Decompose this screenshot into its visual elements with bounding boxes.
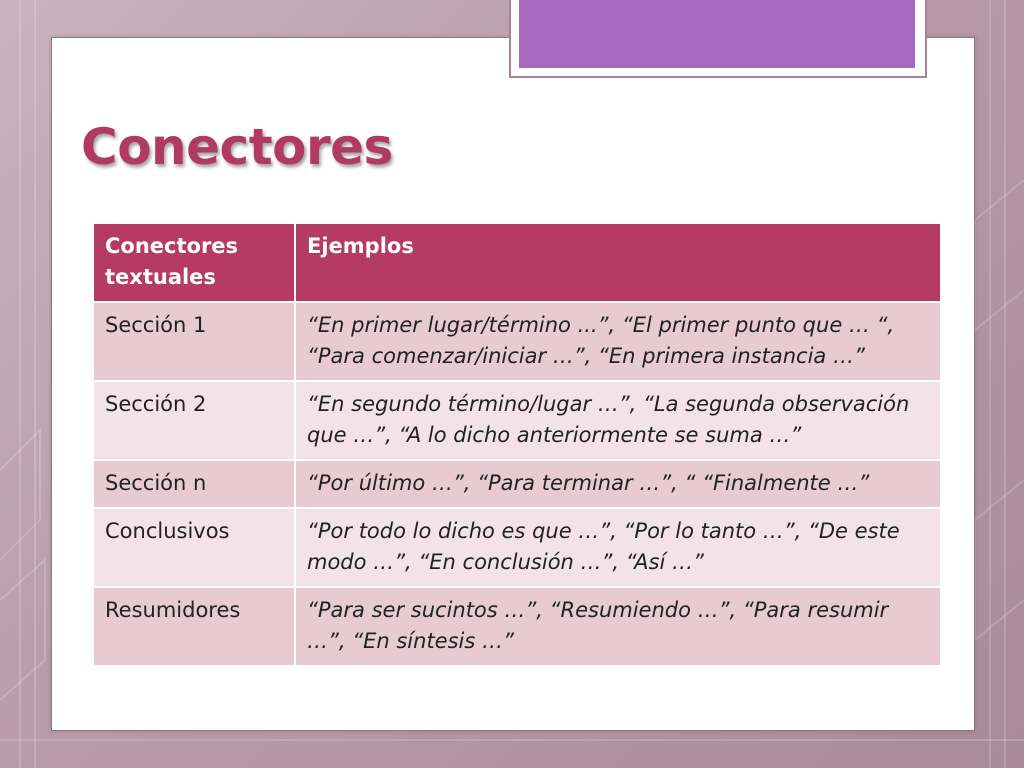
table-header-row xyxy=(93,223,941,302)
column-header-connectors: Conectores textuales xyxy=(93,223,295,302)
table-row xyxy=(93,302,941,381)
accent-box xyxy=(519,0,915,68)
column-header-examples: Ejemplos xyxy=(295,223,941,302)
examples-cell: “En segundo término/lugar …”, “La segunda observación que …”, “A lo dicho anteriormente se suma …” xyxy=(295,381,941,460)
connector-cell: Resumidores xyxy=(93,587,295,666)
examples-cell: “En primer lugar/término ...”, “El primer punto que … “, “Para comenzar/iniciar …”, “En primera instancia …” xyxy=(295,302,941,381)
examples-cell: “Por todo lo dicho es que …”, “Por lo tanto …”, “De este modo …”, “En conclusión …”, “Así …” xyxy=(295,508,941,587)
connector-cell: Sección 2 xyxy=(93,381,295,460)
connector-cell: Sección n xyxy=(93,460,295,508)
connector-cell: Sección 1 xyxy=(93,302,295,381)
table-row xyxy=(93,381,941,460)
slide-title: Conectores xyxy=(81,118,393,176)
connector-cell: Conclusivos xyxy=(93,508,295,587)
connectors-table xyxy=(92,222,942,667)
table-row xyxy=(93,587,941,666)
table-row xyxy=(93,460,941,508)
examples-cell: “Por último …”, “Para terminar …”, “ “Finalmente …” xyxy=(295,460,941,508)
examples-cell: “Para ser sucintos …”, “Resumiendo …”, “Para resumir …”, “En síntesis …” xyxy=(295,587,941,666)
table-row xyxy=(93,508,941,587)
